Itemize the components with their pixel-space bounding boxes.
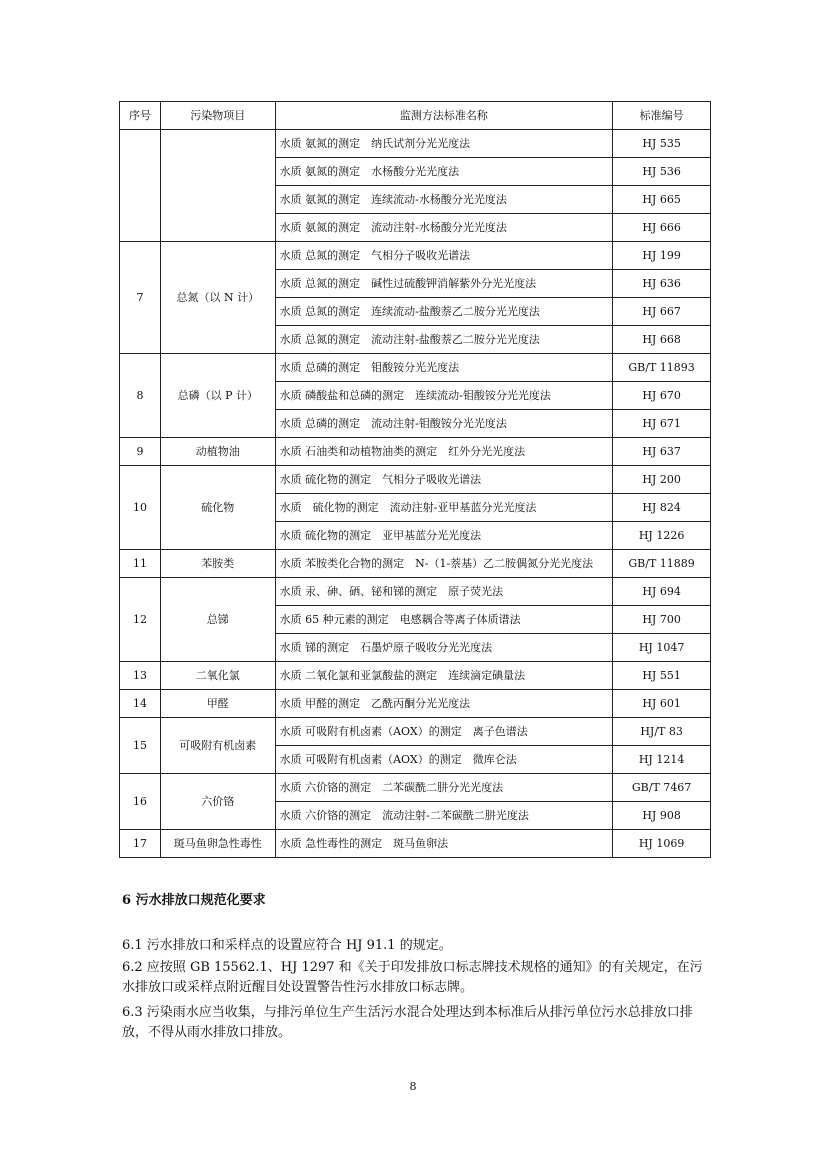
cell-method-name: 水质 六价铬的测定 二苯碳酰二肼分光光度法 (275, 774, 613, 802)
cell-standard-code: HJ 1226 (613, 522, 711, 550)
cell-serial-no: 17 (120, 830, 161, 858)
cell-pollutant-item: 总磷（以 P 计） (161, 354, 276, 438)
cell-pollutant-item: 六价铬 (161, 774, 276, 830)
cell-method-name: 水质 硫化物的测定 流动注射-亚甲基蓝分光光度法 (275, 494, 613, 522)
cell-standard-code: HJ 199 (613, 242, 711, 270)
cell-serial-no: 8 (120, 354, 161, 438)
cell-standard-code: HJ 551 (613, 662, 711, 690)
header-standard-code: 标准编号 (613, 102, 711, 130)
table-row (120, 466, 711, 494)
cell-method-name: 水质 氨氮的测定 流动注射-水杨酸分光光度法 (275, 214, 613, 242)
monitoring-methods-table (119, 101, 711, 858)
cell-pollutant-item: 硫化物 (161, 466, 276, 550)
cell-standard-code: GB/T 11893 (613, 354, 711, 382)
cell-method-name: 水质 硫化物的测定 气相分子吸收光谱法 (275, 466, 613, 494)
cell-standard-code: HJ 671 (613, 410, 711, 438)
cell-method-name: 水质 六价铬的测定 流动注射-二苯碳酰二肼光度法 (275, 802, 613, 830)
header-method-standard-name: 监测方法标准名称 (275, 102, 613, 130)
cell-standard-code: GB/T 11889 (613, 550, 711, 578)
cell-serial-no: 7 (120, 242, 161, 354)
cell-serial-no: 10 (120, 466, 161, 550)
cell-standard-code: HJ 200 (613, 466, 711, 494)
cell-method-name: 水质 石油类和动植物油类的测定 红外分光光度法 (275, 438, 613, 466)
cell-method-name: 水质 急性毒性的测定 斑马鱼卵法 (275, 830, 613, 858)
cell-standard-code: HJ 535 (613, 130, 711, 158)
cell-method-name: 水质 可吸附有机卤素（AOX）的测定 微库仑法 (275, 746, 613, 774)
cell-method-name: 水质 总磷的测定 钼酸铵分光光度法 (275, 354, 613, 382)
table-row (120, 578, 711, 606)
cell-pollutant-item: 总锑 (161, 578, 276, 662)
table-row (120, 718, 711, 746)
cell-standard-code: GB/T 7467 (613, 774, 711, 802)
cell-serial-no: 11 (120, 550, 161, 578)
cell-serial-no (120, 130, 161, 242)
cell-pollutant-item: 苯胺类 (161, 550, 276, 578)
cell-method-name: 水质 氨氮的测定 连续流动-水杨酸分光光度法 (275, 186, 613, 214)
cell-standard-code: HJ 536 (613, 158, 711, 186)
cell-pollutant-item: 斑马鱼卵急性毒性 (161, 830, 276, 858)
cell-pollutant-item (161, 130, 276, 242)
cell-pollutant-item: 可吸附有机卤素 (161, 718, 276, 774)
table-body (120, 130, 711, 858)
cell-standard-code: HJ 824 (613, 494, 711, 522)
cell-method-name: 水质 磷酸盐和总磷的测定 连续流动-钼酸铵分光光度法 (275, 382, 613, 410)
table-row (120, 830, 711, 858)
cell-standard-code: HJ 700 (613, 606, 711, 634)
table-row (120, 242, 711, 270)
cell-pollutant-item: 二氧化氯 (161, 662, 276, 690)
cell-method-name: 水质 65 种元素的测定 电感耦合等离子体质谱法 (275, 606, 613, 634)
section-title: 6 污水排放口规范化要求 (122, 893, 266, 908)
cell-standard-code: HJ 1047 (613, 634, 711, 662)
cell-method-name: 水质 氨氮的测定 水杨酸分光光度法 (275, 158, 613, 186)
cell-pollutant-item: 动植物油 (161, 438, 276, 466)
cell-standard-code: HJ 637 (613, 438, 711, 466)
table-row (120, 690, 711, 718)
cell-serial-no: 16 (120, 774, 161, 830)
cell-method-name: 水质 总氮的测定 连续流动-盐酸萘乙二胺分光光度法 (275, 298, 613, 326)
cell-standard-code: HJ 1214 (613, 746, 711, 774)
cell-method-name: 水质 汞、砷、硒、铋和锑的测定 原子荧光法 (275, 578, 613, 606)
cell-standard-code: HJ 908 (613, 802, 711, 830)
paragraph-6-2: 6.2 应按照 GB 15562.1、HJ 1297 和《关于印发排放口标志牌技术规格的通知》的有关规定，在污水排放口或采样点附近醒目处设置警告性污水排放口标志牌。 (122, 960, 703, 995)
table-row (120, 550, 711, 578)
header-pollutant-item: 污染物项目 (161, 102, 276, 130)
cell-method-name: 水质 总氮的测定 气相分子吸收光谱法 (275, 242, 613, 270)
table-row (120, 438, 711, 466)
cell-serial-no: 9 (120, 438, 161, 466)
table-row (120, 662, 711, 690)
table-row (120, 774, 711, 802)
cell-serial-no: 14 (120, 690, 161, 718)
cell-method-name: 水质 甲醛的测定 乙酰丙酮分光光度法 (275, 690, 613, 718)
cell-method-name: 水质 锑的测定 石墨炉原子吸收分光光度法 (275, 634, 613, 662)
cell-standard-code: HJ 1069 (613, 830, 711, 858)
table-header-row (120, 102, 711, 130)
header-serial-no: 序号 (120, 102, 161, 130)
cell-method-name: 水质 二氧化氯和亚氯酸盐的测定 连续滴定碘量法 (275, 662, 613, 690)
cell-serial-no: 15 (120, 718, 161, 774)
cell-pollutant-item: 总氮（以 N 计） (161, 242, 276, 354)
cell-method-name: 水质 硫化物的测定 亚甲基蓝分光光度法 (275, 522, 613, 550)
table-row (120, 354, 711, 382)
cell-serial-no: 13 (120, 662, 161, 690)
cell-standard-code: HJ 601 (613, 690, 711, 718)
cell-standard-code: HJ 670 (613, 382, 711, 410)
table-row (120, 130, 711, 158)
cell-pollutant-item: 甲醛 (161, 690, 276, 718)
cell-method-name: 水质 苯胺类化合物的测定 N-（1-萘基）乙二胺偶氮分光光度法 (275, 550, 613, 578)
cell-serial-no: 12 (120, 578, 161, 662)
cell-standard-code: HJ 636 (613, 270, 711, 298)
cell-standard-code: HJ 666 (613, 214, 711, 242)
cell-method-name: 水质 总氮的测定 流动注射-盐酸萘乙二胺分光光度法 (275, 326, 613, 354)
paragraph-6-1: 6.1 污水排放口和采样点的设置应符合 HJ 91.1 的规定。 (122, 938, 452, 953)
cell-method-name: 水质 总氮的测定 碱性过硫酸钾消解紫外分光光度法 (275, 270, 613, 298)
cell-standard-code: HJ 694 (613, 578, 711, 606)
cell-method-name: 水质 氨氮的测定 纳氏试剂分光光度法 (275, 130, 613, 158)
cell-standard-code: HJ/T 83 (613, 718, 711, 746)
cell-standard-code: HJ 665 (613, 186, 711, 214)
page-number: 8 (409, 1080, 417, 1093)
cell-standard-code: HJ 667 (613, 298, 711, 326)
paragraph-6-3: 6.3 污染雨水应当收集，与排污单位生产生活污水混合处理达到本标准后从排污单位污水总排放口排放，不得从雨水排放口排放。 (122, 1005, 693, 1040)
cell-standard-code: HJ 668 (613, 326, 711, 354)
cell-method-name: 水质 可吸附有机卤素（AOX）的测定 离子色谱法 (275, 718, 613, 746)
cell-method-name: 水质 总磷的测定 流动注射-钼酸铵分光光度法 (275, 410, 613, 438)
